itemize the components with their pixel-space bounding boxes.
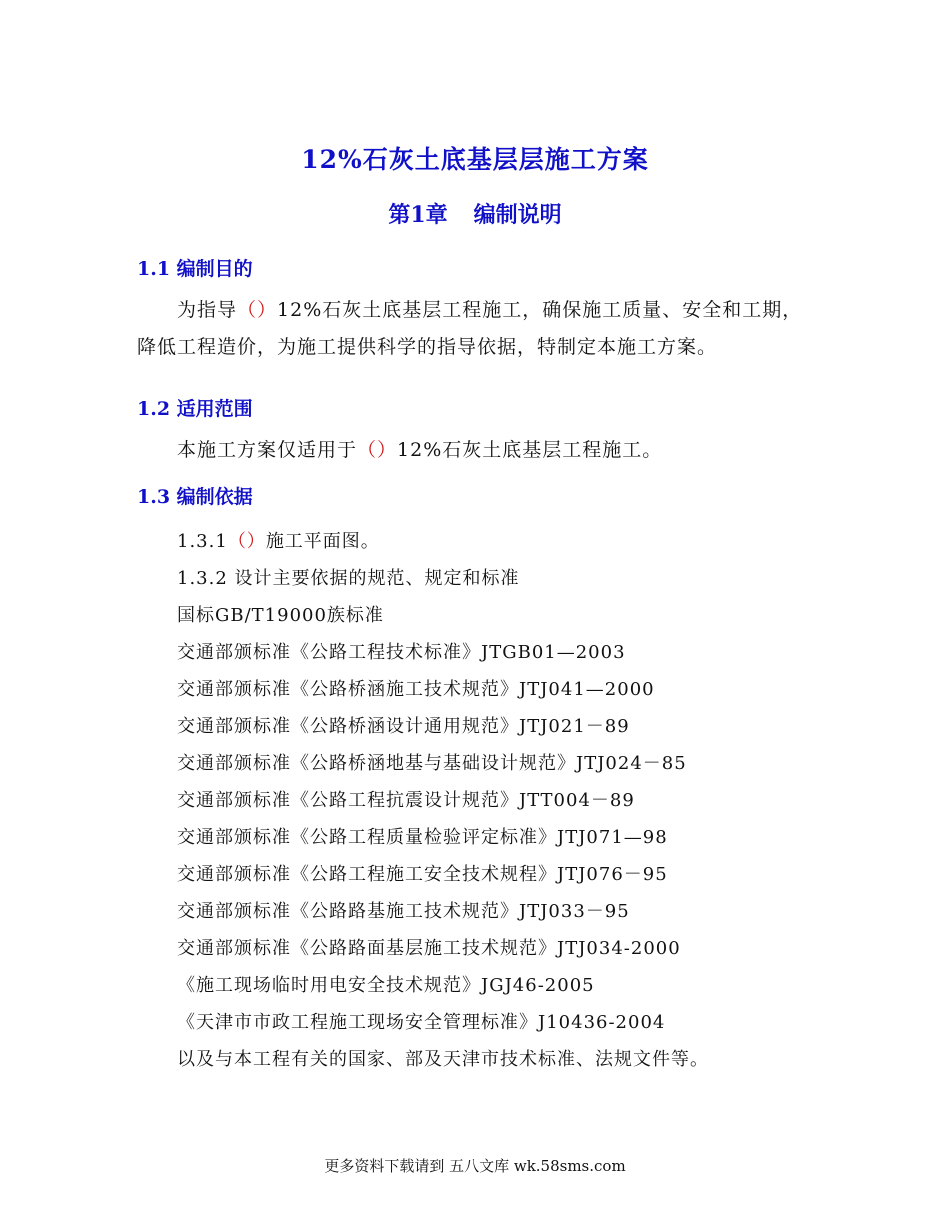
standard-line: 交通部颁标准《公路桥涵施工技术规范》JTJ041—2000 [177, 679, 655, 700]
chapter-title [0, 198, 950, 229]
scope-text-prefix: 本施工方案仅适用于 [177, 439, 358, 461]
blank-marker: （） [357, 439, 398, 461]
basis-item-1-text: 施工平面图。 [265, 531, 380, 552]
basis-item-1 [177, 527, 380, 553]
footer-source-link[interactable]: 更多资料下载请到 五八文库 wk.58sms.com [324, 1157, 626, 1175]
standard-line: 交通部颁标准《公路桥涵地基与基础设计规范》JTJ024－85 [177, 753, 687, 774]
purpose-paragraph [137, 292, 817, 366]
section-heading-purpose: 1.1 编制目的 [137, 258, 253, 280]
basis-item-1-number: 1.3.1 [177, 531, 228, 552]
purpose-text-prefix: 为指导 [177, 299, 238, 321]
purpose-text-suffix: 12%石灰土底基层工程施工，确保施工质量、安全和工期，降低工程造价，为施工提供科学的指导依据，特制定本施工方案。 [137, 299, 803, 358]
standard-line: 交通部颁标准《公路桥涵设计通用规范》JTJ021－89 [177, 716, 630, 737]
standard-line: 交通部颁标准《公路工程技术标准》JTGB01—2003 [177, 642, 626, 663]
section-heading-basis: 1.3 编制依据 [137, 486, 253, 508]
chapter-number: 第1章 [388, 202, 448, 228]
chapter-name: 编制说明 [473, 202, 562, 228]
standard-line: 交通部颁标准《公路工程抗震设计规范》JTT004－89 [177, 790, 635, 811]
blank-marker: （） [237, 299, 278, 321]
standard-line: 国标GB/T19000族标准 [177, 605, 384, 626]
standard-line: 以及与本工程有关的国家、部及天津市技术标准、法规文件等。 [177, 1049, 709, 1070]
basis-item-2: 1.3.2 设计主要依据的规范、规定和标准 [177, 568, 520, 589]
standard-line: 《天津市市政工程施工现场安全管理标准》J10436-2004 [177, 1012, 666, 1033]
section-heading-scope: 1.2 适用范围 [137, 398, 253, 420]
scope-text-suffix: 12%石灰土底基层工程施工。 [397, 439, 663, 461]
blank-marker: （） [227, 531, 266, 552]
scope-paragraph [137, 432, 817, 469]
standard-line: 交通部颁标准《公路工程质量检验评定标准》JTJ071—98 [177, 827, 668, 848]
document-title: 12%石灰土底基层层施工方案 [301, 145, 649, 174]
standard-line: 交通部颁标准《公路工程施工安全技术规程》JTJ076－95 [177, 864, 668, 885]
standard-line: 交通部颁标准《公路路基施工技术规范》JTJ033－95 [177, 901, 630, 922]
standard-line: 交通部颁标准《公路路面基层施工技术规范》JTJ034-2000 [177, 938, 681, 959]
standard-line: 《施工现场临时用电安全技术规范》JGJ46-2005 [177, 975, 595, 996]
